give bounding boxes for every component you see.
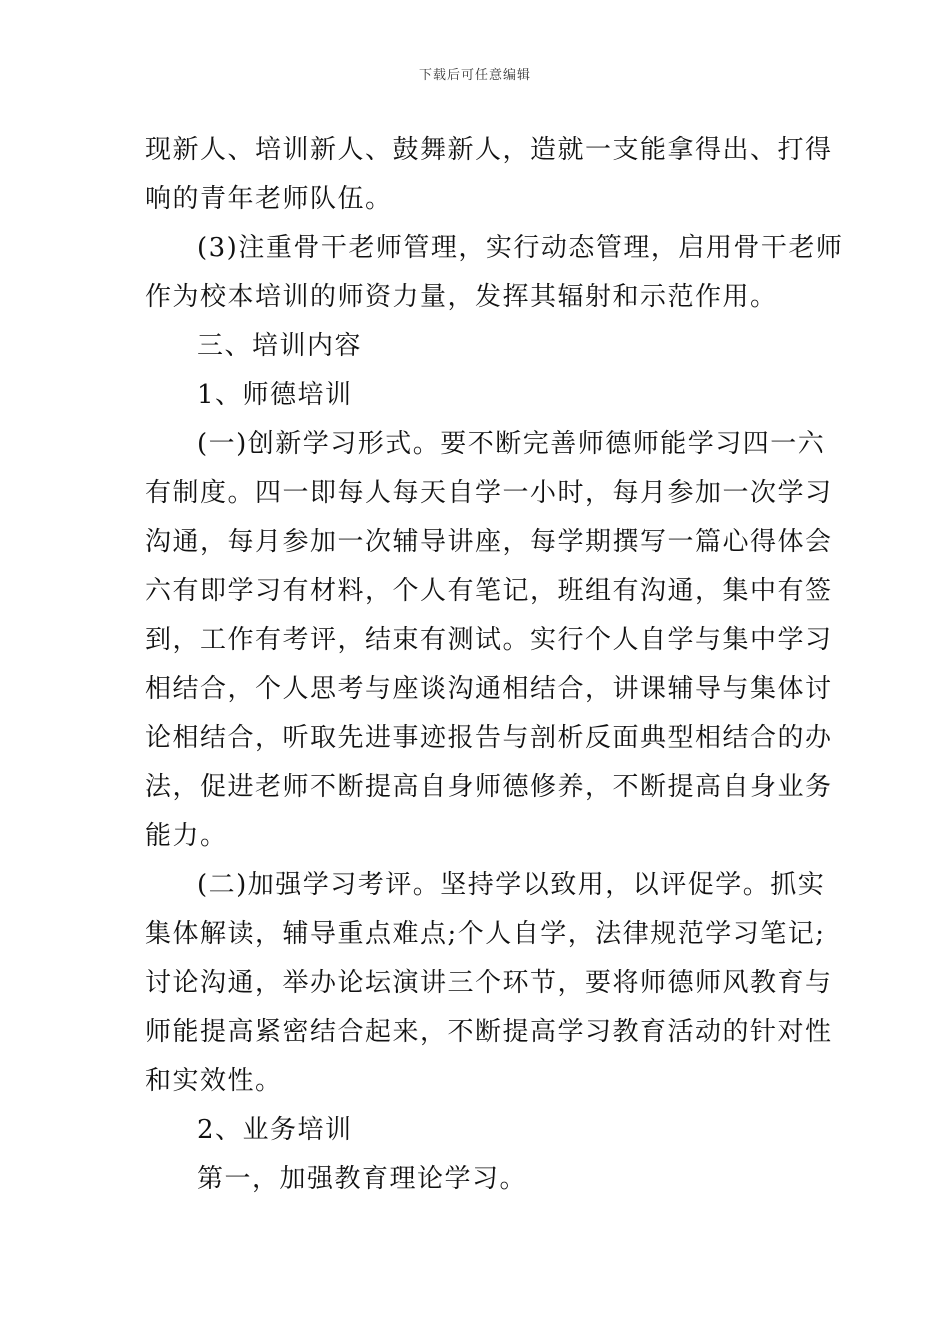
text-line: (3)注重骨干老师管理，实行动态管理，启用骨干老师 xyxy=(197,233,844,263)
text-line: 论相结合，听取先进事迹报告与剖析反面典型相结合的办 xyxy=(145,723,833,753)
text-line: 能力。 xyxy=(145,821,228,851)
text-line: 第一，加强教育理论学习。 xyxy=(197,1164,528,1194)
text-line: 响的青年老师队伍。 xyxy=(145,184,393,214)
document-body xyxy=(145,126,844,1204)
text-line: 相结合，个人思考与座谈沟通相结合，讲课辅导与集体讨 xyxy=(145,674,833,704)
text-line: 讨论沟通，举办论坛演讲三个环节，要将师德师风教育与 xyxy=(145,968,833,998)
text-line: 作为校本培训的师资力量，发挥其辐射和示范作用。 xyxy=(145,282,778,312)
section-heading: 三、培训内容 xyxy=(197,331,363,361)
text-line: 师能提高紧密结合起来，不断提高学习教育活动的针对性 xyxy=(145,1017,833,1047)
text-line: (二)加强学习考评。坚持学以致用，以评促学。抓实 xyxy=(197,870,826,900)
text-line: 到，工作有考评，结束有测试。实行个人自学与集中学习 xyxy=(145,625,833,655)
page-header: 下载后可任意编辑 xyxy=(418,68,531,83)
text-line: 现新人、培训新人、鼓舞新人，造就一支能拿得出、打得 xyxy=(145,135,833,165)
text-line: 集体解读，辅导重点难点;个人自学，法律规范学习笔记; xyxy=(145,919,826,949)
text-line: 有制度。四一即每人每天自学一小时，每月参加一次学习 xyxy=(145,478,833,508)
subsection-heading: 1、师德培训 xyxy=(197,380,353,410)
text-line: 和实效性。 xyxy=(145,1066,283,1096)
subsection-heading: 2、业务培训 xyxy=(197,1115,353,1145)
text-line: 法，促进老师不断提高自身师德修养，不断提高自身业务 xyxy=(145,772,833,802)
text-line: 六有即学习有材料，个人有笔记，班组有沟通，集中有签 xyxy=(145,576,833,606)
text-line: (一)创新学习形式。要不断完善师德师能学习四一六 xyxy=(197,429,826,459)
text-line: 沟通，每月参加一次辅导讲座，每学期撰写一篇心得体会 xyxy=(145,527,833,557)
